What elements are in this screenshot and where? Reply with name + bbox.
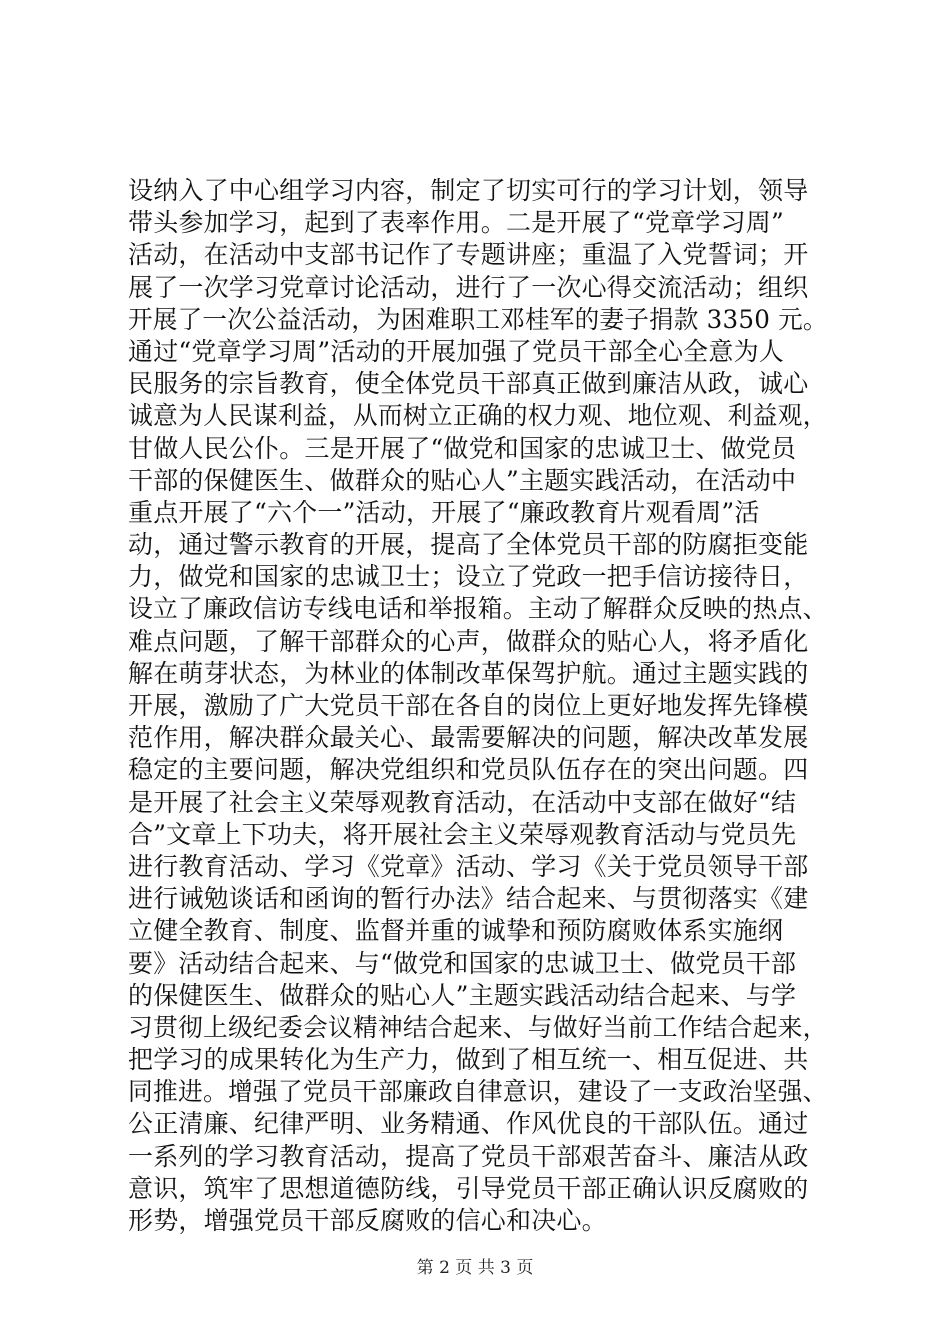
text-line: 稳定的主要问题，解决党组织和党员队伍存在的突出问题。四	[128, 755, 809, 785]
text-line: 力，做党和国家的忠诚卫士；设立了党政一把手信访接待日，	[128, 562, 809, 592]
text-line: 设立了廉政信访专线电话和举报箱。主动了解群众反映的热点、	[128, 594, 828, 624]
text-line: 立健全教育、制度、监督并重的诚挚和预防腐败体系实施纲	[128, 916, 784, 946]
text-line: 习贯彻上级纪委会议精神结合起来、与做好当前工作结合起来，	[128, 1012, 828, 1042]
text-line: 带头参加学习，起到了表率作用。二是开展了“党章学习周”	[128, 208, 784, 238]
text-line: 民服务的宗旨教育，使全体党员干部真正做到廉洁从政，诚心	[128, 369, 809, 399]
text-line: 甘做人民公仆。三是开展了“做党和国家的忠诚卫士、做党员	[128, 433, 797, 463]
text-line: 意识，筑牢了思想道德防线，引导党员干部正确认识反腐败的	[128, 1173, 809, 1203]
text-line: 展了一次学习党章讨论活动，进行了一次心得交流活动；组织	[128, 272, 809, 302]
text-line: 通过“党章学习周”活动的开展加强了党员干部全心全意为人	[128, 336, 784, 366]
text-line: 同推进。增强了党员干部廉政自律意识，建设了一支政治坚强、	[128, 1077, 828, 1107]
text-line: 把学习的成果转化为生产力，做到了相互统一、相互促进、共	[128, 1045, 809, 1075]
text-line: 设纳入了中心组学习内容，制定了切实可行的学习计划，领导	[128, 176, 809, 205]
text-line: 要》活动结合起来、与“做党和国家的忠诚卫士、做党员干部	[128, 948, 797, 978]
text-line: 活动，在活动中支部书记作了专题讲座；重温了入党誓词；开	[128, 240, 809, 270]
text-line: 范作用，解决群众最关心、最需要解决的问题，解决改革发展	[128, 723, 809, 753]
text-line: 开展，激励了广大党员干部在各自的岗位上更好地发挥先锋模	[128, 691, 809, 720]
text-line: 进行诫勉谈话和函询的暂行办法》结合起来、与贯彻落实《建	[128, 884, 809, 914]
page-footer: 第 2 页 共 3 页	[416, 1258, 534, 1278]
text-line: 形势，增强党员干部反腐败的信心和决心。	[128, 1206, 607, 1235]
text-line: 开展了一次公益活动，为困难职工邓桂军的妻子捐款 3350 元。	[128, 304, 828, 334]
text-line: 重点开展了“六个一”活动，开展了“廉政教育片观看周”活	[128, 497, 760, 527]
text-line: 合”文章上下功夫，将开展社会主义荣辱观教育活动与党员先	[128, 819, 797, 849]
text-line: 是开展了社会主义荣辱观教育活动，在活动中支部在做好“结	[128, 787, 797, 817]
text-line: 进行教育活动、学习《党章》活动、学习《关于党员领导干部	[128, 851, 809, 881]
text-line: 难点问题，了解干部群众的心声，做群众的贴心人，将矛盾化	[128, 626, 809, 656]
text-line: 干部的保健医生、做群众的贴心人”主题实践活动，在活动中	[128, 465, 797, 495]
text-line: 诚意为人民谋利益，从而树立正确的权力观、地位观、利益观，	[128, 401, 828, 431]
text-line: 动，通过警示教育的开展，提高了全体党员干部的防腐拒变能	[128, 530, 809, 560]
text-line: 公正清廉、纪律严明、业务精通、作风优良的干部队伍。通过	[128, 1109, 809, 1139]
text-line: 的保健医生、做群众的贴心人”主题实践活动结合起来、与学	[128, 980, 797, 1010]
text-line: 解在萌芽状态，为林业的体制改革保驾护航。通过主题实践的	[128, 658, 809, 688]
body-paragraph	[128, 175, 828, 1237]
text-line: 一系列的学习教育活动，提高了党员干部艰苦奋斗、廉洁从政	[128, 1141, 809, 1171]
